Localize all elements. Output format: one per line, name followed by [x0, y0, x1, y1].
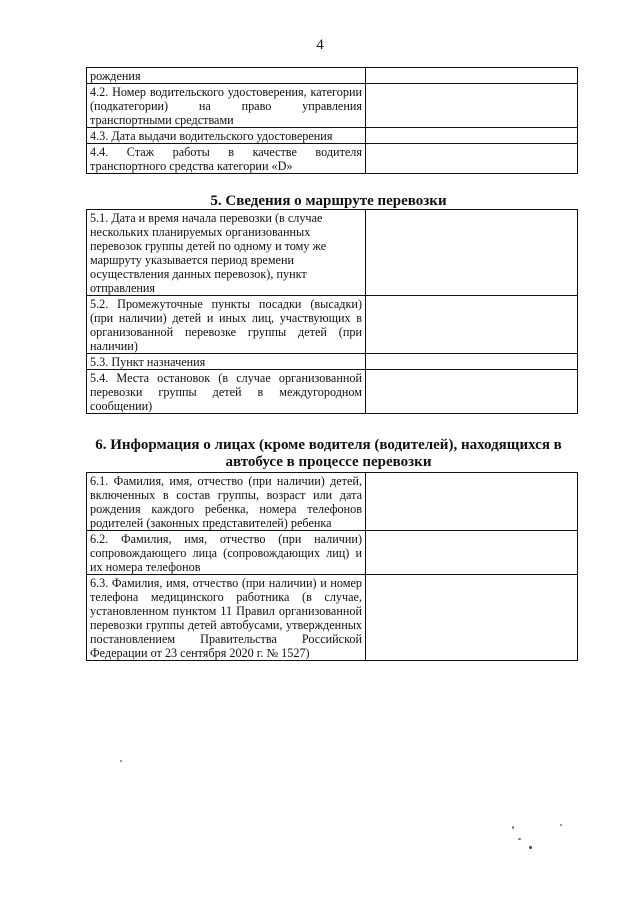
section-5-table: [86, 209, 578, 414]
scan-speck: [560, 824, 562, 826]
table-row: [87, 531, 578, 575]
row-value-field[interactable]: [366, 473, 578, 531]
row-label: 4.3. Дата выдачи водительского удостоверения: [87, 128, 366, 144]
row-label: 5.4. Места остановок (в случае организованной перевозки группы детей в междугородном сообщении): [87, 370, 366, 414]
row-value-field[interactable]: [366, 354, 578, 370]
section-5-title: 5. Сведения о маршруте перевозки: [210, 193, 447, 209]
row-value-field[interactable]: [366, 84, 578, 128]
table-row: [87, 68, 578, 84]
row-label: 6.2. Фамилия, имя, отчество (при наличии) сопровождающего лица (сопровождающих лиц) и их номера телефонов: [87, 531, 366, 575]
row-label: 5.1. Дата и время начала перевозки (в случае нескольких планируемых организованных перевозок группы детей по одному и тому же маршруту указывается период времени осуществления данных перевозок), пункт отправления: [87, 210, 366, 296]
scan-speck: [120, 760, 122, 762]
row-label: 6.3. Фамилия, имя, отчество (при наличии) и номер телефона медицинского работника (в случае, установленном пунктом 11 Правил организованной перевозки группы детей автобусами, утвержденных постановлением Правительства Российской Федерации от 23 сентября 2020 г. № 1527): [87, 575, 366, 661]
table-row: [87, 84, 578, 128]
section-6-title: 6. Информация о лицах (кроме водителя (водителей), находящихся в автобусе в процессе перевозки: [95, 437, 562, 470]
page-number: 4: [316, 37, 324, 53]
row-label: 4.4. Стаж работы в качестве водителя транспортного средства категории «D»: [87, 144, 366, 174]
table-row: [87, 473, 578, 531]
table-row: [87, 128, 578, 144]
section-4-table: [86, 67, 578, 174]
table-row: [87, 370, 578, 414]
row-value-field[interactable]: [366, 531, 578, 575]
row-value-field[interactable]: [366, 210, 578, 296]
row-label: 4.2. Номер водительского удостоверения, категории (подкатегории) на право управления транспортными средствами: [87, 84, 366, 128]
table-row: [87, 354, 578, 370]
table-row: [87, 296, 578, 354]
scan-speck: [529, 846, 532, 849]
row-value-field[interactable]: [366, 128, 578, 144]
row-label: 6.1. Фамилия, имя, отчество (при наличии) детей, включенных в состав группы, возраст или дата рождения каждого ребенка, номера телефонов родителей (законных представителей) ребенка: [87, 473, 366, 531]
row-label: 5.3. Пункт назначения: [87, 354, 366, 370]
table-row: [87, 575, 578, 661]
row-value-field[interactable]: [366, 370, 578, 414]
table-row: [87, 210, 578, 296]
row-label: рождения: [87, 68, 366, 84]
table-row: [87, 144, 578, 174]
row-label: 5.2. Промежуточные пункты посадки (высадки) (при наличии) детей и иных лиц, участвующих в организованной перевозке группы детей (при наличии): [87, 296, 366, 354]
scan-speck: [512, 826, 514, 829]
row-value-field[interactable]: [366, 296, 578, 354]
row-value-field[interactable]: [366, 144, 578, 174]
row-value-field[interactable]: [366, 68, 578, 84]
row-value-field[interactable]: [366, 575, 578, 661]
section-6-table: [86, 472, 578, 661]
scan-speck: [518, 838, 521, 840]
